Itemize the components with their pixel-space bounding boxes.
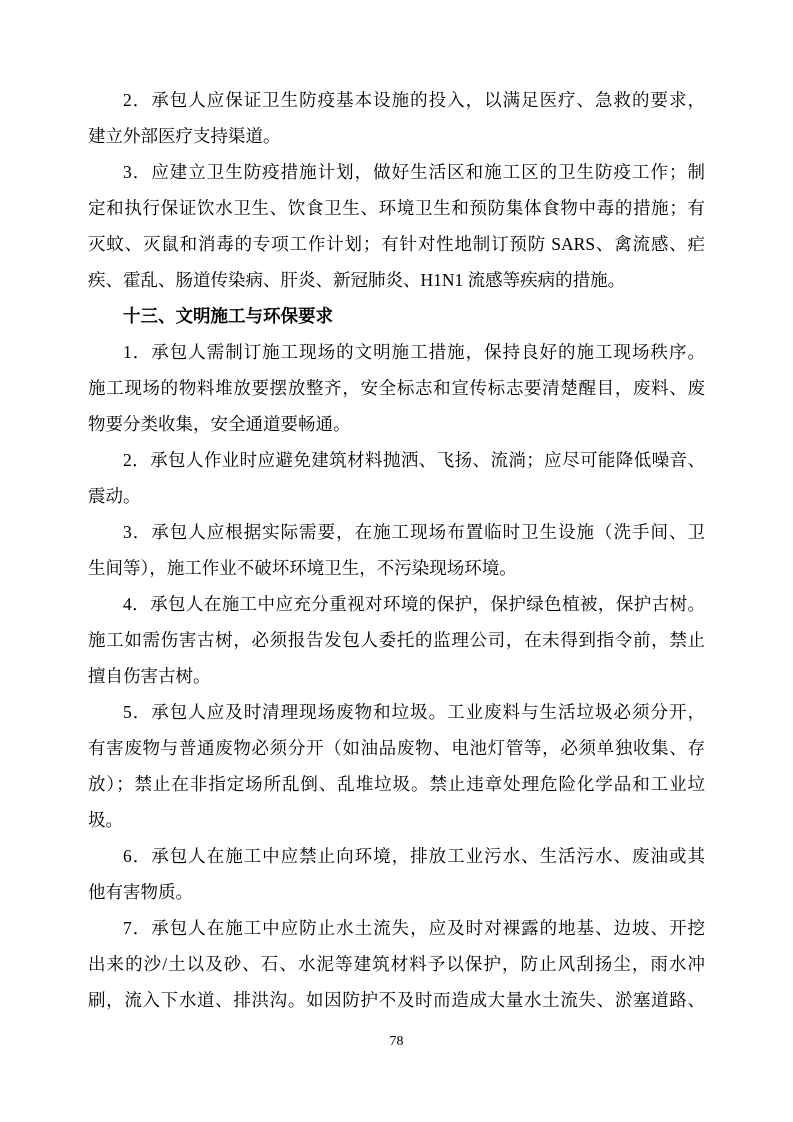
text-line: 灭蚊、灭鼠和消毒的专项工作计划；有针对性地制订预防 SARS、禽流感、疟 — [88, 234, 705, 254]
text-line: 建立外部医疗支持渠道。 — [88, 126, 281, 146]
text-line: 7．承包人在施工中应防止水土流失，应及时对裸露的地基、边坡、开挖 — [123, 918, 705, 938]
text-line: 刷，流入下水道、排洪沟。如因防护不及时而造成大量水土流失、淤塞道路、 — [88, 990, 705, 1010]
text-line: 疾、霍乱、肠道传染病、肝炎、新冠肺炎、H1N1 流感等疾病的措施。 — [88, 270, 626, 290]
text-line: 6．承包人在施工中应禁止向环境，排放工业污水、生活污水、废油或其 — [123, 846, 705, 866]
paragraph — [88, 82, 705, 154]
text-line: 震动。 — [88, 486, 141, 506]
text-line: 2．承包人应保证卫生防疫基本设施的投入，以满足医疗、急救的要求， — [123, 90, 705, 110]
paragraph — [88, 694, 705, 838]
paragraph — [88, 586, 705, 694]
paragraph — [88, 514, 705, 586]
section-heading — [88, 298, 705, 334]
text-line: 3．应建立卫生防疫措施计划，做好生活区和施工区的卫生防疫工作；制 — [123, 162, 705, 182]
text-line: 3．承包人应根据实际需要，在施工现场布置临时卫生设施（洗手间、卫 — [123, 522, 705, 542]
text-line: 物要分类收集，安全通道要畅通。 — [88, 414, 351, 434]
text-line: 放）；禁止在非指定场所乱倒、乱堆垃圾。禁止违章处理危险化学品和工业垃 — [88, 774, 705, 794]
paragraph — [88, 838, 705, 910]
page-footer — [0, 1033, 793, 1051]
paragraph — [88, 442, 705, 514]
text-line: 生间等），施工作业不破坏环境卫生，不污染现场环境。 — [88, 558, 517, 578]
text-line: 擅自伤害古树。 — [88, 666, 211, 686]
text-line: 1．承包人需制订施工现场的文明施工措施，保持良好的施工现场秩序。 — [123, 342, 705, 362]
text-line: 2．承包人作业时应避免建筑材料抛洒、飞扬、流淌；应尽可能降低噪音、 — [123, 450, 705, 470]
paragraph — [88, 154, 705, 298]
text-line: 有害废物与普通废物必须分开（如油品废物、电池灯管等，必须单独收集、存 — [88, 738, 705, 758]
text-line: 4．承包人在施工中应充分重视对环境的保护，保护绿色植被，保护古树。 — [123, 594, 705, 614]
text-line: 定和执行保证饮水卫生、饮食卫生、环境卫生和预防集体食物中毒的措施；有 — [88, 198, 705, 218]
page-number: 78 — [389, 1034, 404, 1049]
text-line: 5．承包人应及时清理现场废物和垃圾。工业废料与生活垃圾必须分开， — [123, 702, 705, 722]
paragraph — [88, 334, 705, 442]
text-line: 他有害物质。 — [88, 882, 193, 902]
document-body — [88, 82, 705, 1018]
text-line: 施工现场的物料堆放要摆放整齐，安全标志和宣传标志要清楚醒目，废料、废 — [88, 378, 705, 398]
text-line: 出来的沙/土以及砂、石、水泥等建筑材料予以保护，防止风刮扬尘，雨水冲 — [88, 954, 705, 974]
paragraph — [88, 910, 705, 1018]
text-line: 十三、文明施工与环保要求 — [123, 306, 333, 326]
text-line: 施工如需伤害古树，必须报告发包人委托的监理公司，在未得到指令前，禁止 — [88, 630, 705, 650]
text-line: 圾。 — [88, 810, 123, 830]
